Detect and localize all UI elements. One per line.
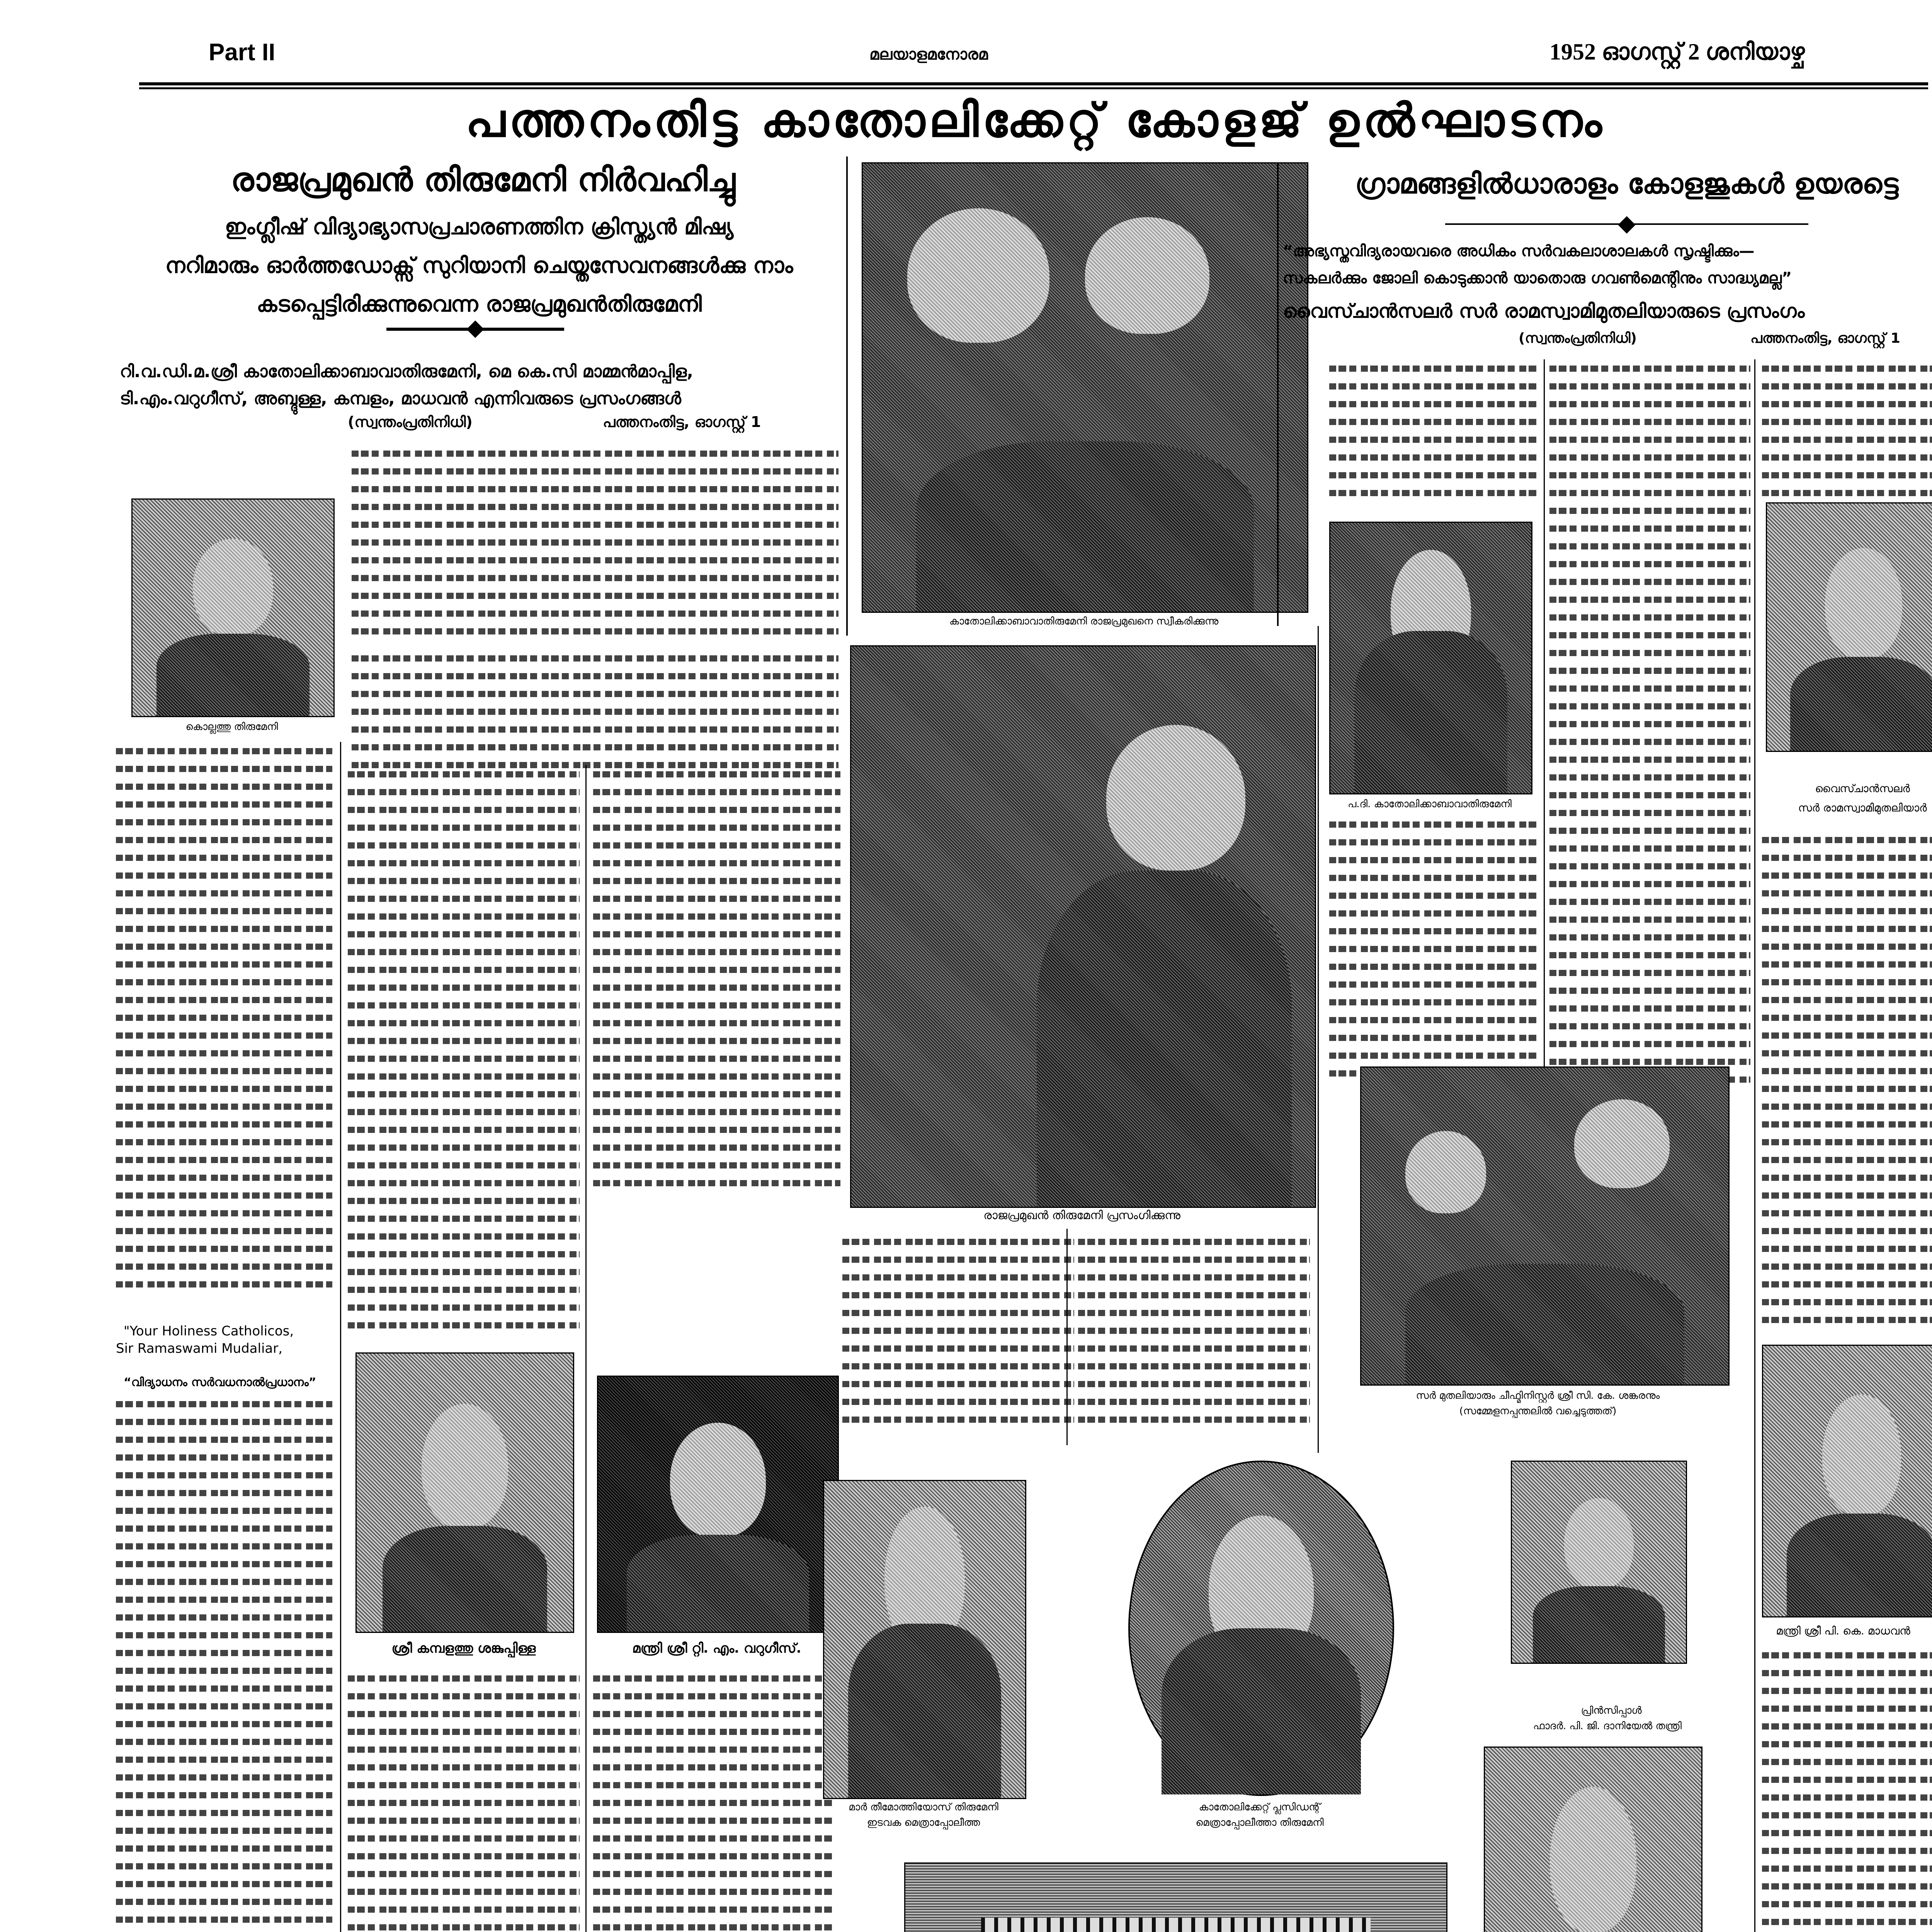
photo-minister: [597, 1376, 839, 1633]
photo-building: [904, 1862, 1447, 1932]
caption-principal-line-1: പ്രിൻസിപ്പാൾ: [1581, 1705, 1642, 1716]
photo-bishop: [1329, 522, 1532, 794]
caption-vc-line-2: സർ രാമസ്വാമിമുതലിയാർ: [1798, 801, 1927, 814]
left-story-body-intro: [352, 444, 838, 645]
photo-kambalathu: [355, 1352, 574, 1633]
middle-left-text-lower-2: [593, 1669, 833, 1932]
left-story-body-upper: [352, 649, 838, 781]
right-story-title: ഗ്രാമങ്ങളിൽധാരാളം കോളജുകൾ ഉയരട്ടെ: [1355, 167, 1899, 200]
page-date: 1952 ഓഗസ്റ്റ് 2 ശനിയാഴ്ച: [1549, 39, 1805, 65]
photo-madhavan: [1762, 1345, 1932, 1617]
english-quote-line-1: "Your Holiness Catholicos,: [124, 1323, 294, 1339]
photo-oval-portrait: [1128, 1461, 1394, 1796]
photo-center-top: [862, 162, 1308, 613]
right-story-quote-1: “അഭ്യസ്തവിദ്യരായവരെ അധികം സർവകലാശാലകൾ സൃഷ്ടിക്കും—: [1283, 242, 1755, 260]
left-story-byline: (സ്വന്തംപ്രതിനിധി): [348, 413, 473, 430]
column-divider: [1277, 162, 1279, 626]
right-story-subtitle: വൈസ്ചാൻസലർ സർ രാമസ്വാമിമുതലിയാരുടെ പ്രസംഗം: [1283, 300, 1805, 322]
center-column-text-c: [1078, 1233, 1310, 1437]
column-rule: [1066, 1229, 1068, 1445]
photo-left-portrait: [131, 498, 335, 717]
caption-oval-line-2: മെത്രാപ്പോലീത്താ തിരുമേനി: [1196, 1817, 1324, 1828]
left-story-deck-3: കടപ്പെട്ടിരിക്കുന്നുവെന്ന രാജപ്രമുഖൻതിരുമേനി: [256, 292, 702, 317]
ornament-divider: [386, 328, 564, 331]
right-column-3-text-mid: [1762, 831, 1932, 1333]
column-rule: [340, 742, 341, 1932]
masthead: മലയാളമനോരമ: [869, 46, 988, 63]
photo-vc: [1766, 502, 1932, 752]
caption-metropolitan-line-2: ഇടവക മെത്രാപ്പോലീത്ത: [867, 1817, 980, 1828]
middle-left-text-lower: [348, 1669, 580, 1932]
right-column-3-text-top: [1762, 359, 1932, 502]
photo-group: [1360, 1066, 1730, 1386]
right-column-3-text-lower: [1762, 1646, 1932, 1932]
caption-vc-line-1: വൈസ്ചാൻസലർ: [1815, 782, 1910, 795]
left-story-speakers-2: ടി.എം.വറുഗീസ്, അബ്ദുള്ള, കമ്പളം, മാധവൻ എന്നിവരുടെ പ്രസംഗങ്ങൾ: [120, 389, 681, 408]
quote-open: “വിദ്യാധനം സർവധനാൽപ്രധാനം”: [124, 1376, 316, 1389]
page-part: Part II: [209, 39, 276, 66]
caption-center-top: കാതോലിക്കാബാവാതിരുമേനി രാജപ്രമുഖനെ സ്വീകരിക്കുന്നു: [949, 616, 1219, 627]
header-rule-bottom: [139, 87, 1928, 89]
caption-left-portrait: കൊല്ലത്തു തിരുമേനി: [185, 721, 278, 733]
caption-bishop: പ.ദി. കാതോലിക്കാബാവാതിരുമേനി: [1348, 798, 1512, 810]
left-story-deck-2: നറിമാരും ഓർത്തഡോക്സ് സുറിയാനി ചെയ്തസേവനങ്ങൾക്കു നാം: [165, 253, 793, 278]
right-column-1-text: [1329, 359, 1538, 514]
left-column-3-text: [593, 765, 840, 1190]
photo-small-right: [1511, 1461, 1687, 1664]
header-rule-top: [139, 82, 1928, 85]
right-column-2-text: [1549, 359, 1750, 1094]
caption-center-mid: രാജപ്രമുഖൻ തിരുമേനി പ്രസംഗിക്കുന്നു: [983, 1209, 1180, 1222]
caption-group-line-2: (സമ്മേളനപ്പന്തലിൽ വച്ചെടുത്തത്): [1459, 1405, 1617, 1417]
right-story-quote-2: സകലർക്കും ജോലി കൊടുക്കാൻ യാതൊരു ഗവൺമെന്റിനും സാദ്ധ്യമല്ല”: [1283, 269, 1792, 287]
photo-metropolitan: [823, 1480, 1026, 1799]
column-rule: [1318, 626, 1319, 1453]
left-story-title: രാജപ്രമുഖൻ തിരുമേനി നിർവഹിച്ചു: [231, 161, 735, 199]
center-column-text-b: [842, 1233, 1074, 1437]
caption-minister: മന്ത്രി ശ്രീ റ്റി. എം. വറുഗീസ്.: [632, 1641, 801, 1656]
right-column-1-text-lower: [1329, 815, 1538, 1094]
left-column-1-text-lower: [116, 1395, 332, 1932]
right-story-byline: (സ്വന്തംപ്രതിനിധി): [1519, 330, 1637, 346]
column-rule: [1544, 359, 1545, 1094]
caption-oval-line-1: കാതോലിക്കേറ്റ് പ്ലസിഡന്റ്: [1199, 1801, 1321, 1813]
left-story-speakers-1: റി.വ.ഡി.മ.ശ്രീ കാതോലിക്കാബാവാതിരുമേനി, മെ കെ.സി മാമ്മൻമാപ്പിള,: [120, 362, 694, 381]
caption-principal-line-2: ഫാദർ. പി. ജി. ദാനിയേൽ തന്ത്രി: [1533, 1720, 1682, 1732]
caption-metropolitan-line-1: മാർ തീമോത്തിയോസ് തിരുമേനി: [849, 1801, 998, 1813]
column-rule: [585, 765, 587, 1932]
left-column-2-text: [348, 765, 580, 1337]
caption-group-line-1: സർ മുതലിയാരും ചീഫ്മിനിസ്റ്റർ ശ്രീ സി. കേ. ശങ്കരനും: [1416, 1390, 1660, 1401]
column-divider: [846, 156, 848, 636]
left-story-dateline: പത്തനംതിട്ട, ഓഗസ്റ്റ് 1: [603, 413, 761, 430]
caption-madhavan: മന്ത്രി ശ്രീ പി. കെ. മാധവൻ: [1776, 1624, 1910, 1637]
photo-center-mid: [850, 645, 1316, 1208]
right-story-dateline: പത്തനംതിട്ട, ഓഗസ്റ്റ് 1: [1750, 330, 1900, 346]
caption-kambalathu: ശ്രീ കമ്പളത്തു ശങ്കുപ്പിള്ള: [391, 1641, 536, 1656]
main-headline: പത്തനംതിട്ട കാതോലിക്കേറ്റ് കോളജ് ഉൽഘാടനം: [465, 94, 1606, 148]
left-story-deck-1: ഇംഗ്ലീഷ് വിദ്യാഭ്യാസപ്രചാരണത്തിന ക്രിസ്ത്യൻ മിഷ്യ: [224, 214, 734, 240]
english-quote-line-2: Sir Ramaswami Mudaliar,: [116, 1341, 283, 1356]
ornament-divider: [1445, 223, 1808, 225]
column-rule: [1754, 359, 1755, 1932]
left-column-1-text: [116, 742, 332, 1298]
photo-pn: [1484, 1747, 1702, 1932]
